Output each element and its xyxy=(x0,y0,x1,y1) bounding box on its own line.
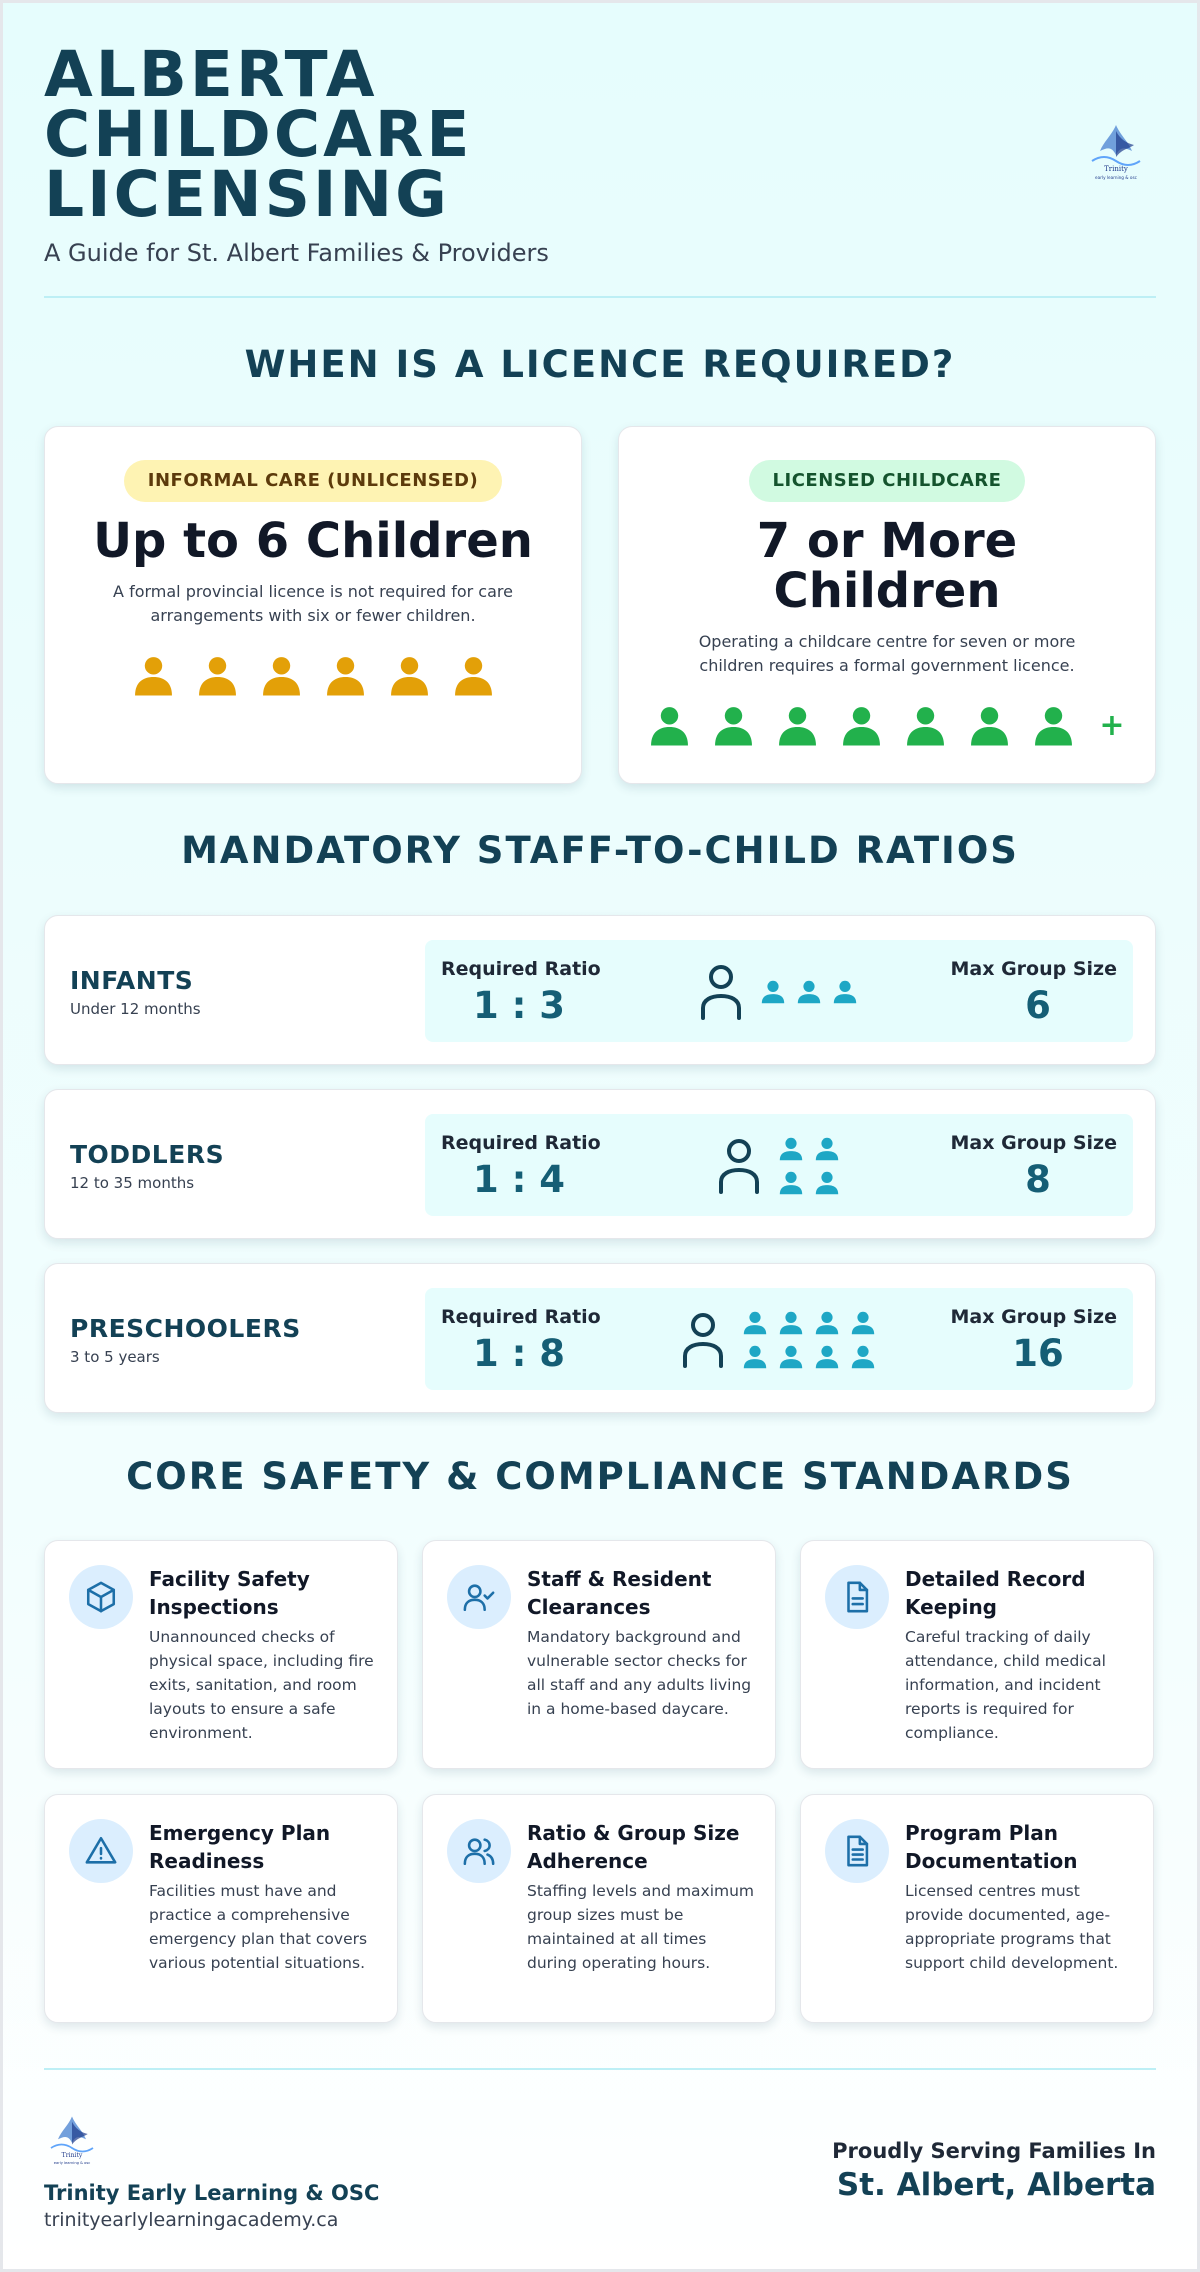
trinity-logo xyxy=(1086,121,1146,185)
standard-title: Ratio & Group Size Adherence xyxy=(527,1821,740,1873)
child-icon xyxy=(741,1343,769,1371)
person-icon xyxy=(325,654,366,696)
person-icon xyxy=(841,704,882,746)
document-icon xyxy=(825,1565,889,1629)
footer-org xyxy=(44,2113,379,2231)
footer-org-name: Trinity Early Learning & OSC xyxy=(44,2181,380,2205)
licensed-description: Operating a childcare centre for seven or more children requires a formal government licence. xyxy=(698,632,1076,675)
standard-title: Program Plan Documentation xyxy=(905,1821,1078,1873)
standard-title: Facility Safety Inspections xyxy=(149,1567,310,1619)
age-group-name: PRESCHOOLERS xyxy=(70,1314,301,1343)
child-icon xyxy=(849,1309,877,1337)
required-ratio-label: Required Ratio xyxy=(441,958,601,980)
required-ratio-value: 1 : 8 xyxy=(473,1332,566,1375)
age-group-range: 12 to 35 months xyxy=(70,1174,195,1192)
infographic-page xyxy=(3,3,1197,2269)
person-icon xyxy=(649,704,690,746)
child-icon xyxy=(813,1343,841,1371)
page-title xyxy=(44,38,1156,231)
child-icon xyxy=(849,1343,877,1371)
age-group-range: 3 to 5 years xyxy=(70,1348,160,1366)
ratio-panel xyxy=(425,940,1133,1042)
child-icon xyxy=(741,1309,769,1337)
users-icon xyxy=(447,1819,511,1883)
standard-card xyxy=(44,1540,398,1769)
footer-location-name: St. Albert, Alberta xyxy=(836,2167,1156,2203)
standard-description: Mandatory background and vulnerable sector checks for all staff and any adults living in a home-based daycare. xyxy=(527,1628,752,1718)
max-group-value: 8 xyxy=(1025,1158,1051,1201)
ratio-illustration xyxy=(699,952,859,1032)
divider xyxy=(44,296,1156,298)
person-icon xyxy=(197,654,238,696)
ratio-illustration xyxy=(717,1126,841,1206)
staff-icon xyxy=(717,1138,761,1194)
logo-small-text-line-1: Trinity xyxy=(61,2151,83,2159)
children-group xyxy=(777,1135,841,1197)
logo-text-line-2: early learning & osc xyxy=(1095,175,1137,180)
licensed-badge: LICENSED CHILDCARE xyxy=(749,460,1026,502)
trinity-logo-small xyxy=(44,2113,100,2169)
title-line-3: LICENSING xyxy=(44,158,450,231)
document-text-icon xyxy=(825,1819,889,1883)
age-group-range: Under 12 months xyxy=(70,1000,201,1018)
required-ratio-value: 1 : 3 xyxy=(473,984,566,1027)
ratio-card-preschoolers xyxy=(44,1263,1156,1413)
age-group-name: TODDLERS xyxy=(70,1140,225,1169)
standard-title: Staff & Resident Clearances xyxy=(527,1567,712,1619)
child-icon xyxy=(777,1135,805,1163)
ratio-card-toddlers xyxy=(44,1089,1156,1239)
child-icon xyxy=(813,1309,841,1337)
staff-icon xyxy=(699,964,743,1020)
child-icon xyxy=(777,1169,805,1197)
max-group-label: Max Group Size xyxy=(950,1306,1117,1328)
child-icon xyxy=(813,1169,841,1197)
person-icon xyxy=(389,654,430,696)
licensed-title: 7 or More Children xyxy=(756,513,1018,619)
informal-title: Up to 6 Children xyxy=(93,513,533,569)
ratio-panel xyxy=(425,1114,1133,1216)
informal-people-row xyxy=(45,654,581,696)
person-icon xyxy=(969,704,1010,746)
standards-section-title: CORE SAFETY & COMPLIANCE STANDARDS xyxy=(126,1455,1074,1498)
informal-care-card xyxy=(44,426,582,784)
standard-card xyxy=(800,1794,1154,2023)
standard-card xyxy=(422,1794,776,2023)
licensed-people-row xyxy=(619,704,1155,746)
warning-icon xyxy=(69,1819,133,1883)
max-group-label: Max Group Size xyxy=(950,1132,1117,1154)
header xyxy=(44,38,1156,295)
children-group xyxy=(759,978,859,1006)
standard-card xyxy=(44,1794,398,2023)
max-group-value: 6 xyxy=(1025,984,1051,1027)
standard-description: Facilities must have and practice a comprehensive emergency plan that covers various potential situations. xyxy=(149,1882,368,1972)
person-icon xyxy=(777,704,818,746)
age-group-name: INFANTS xyxy=(70,966,194,995)
person-icon xyxy=(133,654,174,696)
page-subtitle: A Guide for St. Albert Families & Providers xyxy=(44,239,549,267)
max-group-label: Max Group Size xyxy=(950,958,1117,980)
user-check-icon xyxy=(447,1565,511,1629)
standard-title: Detailed Record Keeping xyxy=(905,1567,1086,1619)
footer-serving-label: Proudly Serving Families In xyxy=(832,2139,1156,2163)
logo-small-text-line-2: early learning & osc xyxy=(53,2160,91,2165)
max-group-value: 16 xyxy=(1012,1332,1064,1375)
person-icon xyxy=(713,704,754,746)
person-icon xyxy=(1033,704,1074,746)
child-icon xyxy=(777,1343,805,1371)
title-line-2: CHILDCARE xyxy=(44,98,473,171)
child-icon xyxy=(813,1135,841,1163)
standard-description: Licensed centres must provide documented, age-appropriate programs that support child development. xyxy=(905,1882,1119,1972)
plus-icon: + xyxy=(1099,707,1125,743)
standard-description: Careful tracking of daily attendance, child medical information, and incident reports is required for compliance. xyxy=(905,1628,1106,1742)
standard-card xyxy=(800,1540,1154,1769)
logo-text-line-1: Trinity xyxy=(1104,165,1128,173)
staff-icon xyxy=(681,1312,725,1368)
ratio-illustration xyxy=(681,1300,877,1380)
ratios-section-title: MANDATORY STAFF-TO-CHILD RATIOS xyxy=(181,829,1019,872)
title-line-1: ALBERTA xyxy=(44,38,378,111)
required-ratio-label: Required Ratio xyxy=(441,1132,601,1154)
footer-divider xyxy=(44,2068,1156,2070)
standard-description: Staffing levels and maximum group sizes must be maintained at all times during operating hours. xyxy=(527,1882,755,1972)
standard-title: Emergency Plan Readiness xyxy=(149,1821,331,1873)
standard-card xyxy=(422,1540,776,1769)
children-group xyxy=(741,1309,877,1371)
person-icon xyxy=(905,704,946,746)
ratio-panel xyxy=(425,1288,1133,1390)
footer-website[interactable]: trinityearlylearningacademy.ca xyxy=(44,2209,339,2231)
box-icon xyxy=(69,1565,133,1629)
person-icon xyxy=(453,654,494,696)
child-icon xyxy=(795,978,823,1006)
required-ratio-label: Required Ratio xyxy=(441,1306,601,1328)
licensed-care-card xyxy=(618,426,1156,784)
person-icon xyxy=(261,654,302,696)
licence-section-title: WHEN IS A LICENCE REQUIRED? xyxy=(244,343,956,386)
footer-location xyxy=(832,2139,1156,2203)
standard-description: Unannounced checks of physical space, including fire exits, sanitation, and room layouts to ensure a safe environment. xyxy=(149,1628,374,1742)
ratio-card-infants xyxy=(44,915,1156,1065)
child-icon xyxy=(759,978,787,1006)
child-icon xyxy=(777,1309,805,1337)
child-icon xyxy=(831,978,859,1006)
informal-description: A formal provincial licence is not required for care arrangements with six or fewer children. xyxy=(113,582,513,625)
required-ratio-value: 1 : 4 xyxy=(473,1158,566,1201)
informal-badge: INFORMAL CARE (UNLICENSED) xyxy=(124,460,502,502)
